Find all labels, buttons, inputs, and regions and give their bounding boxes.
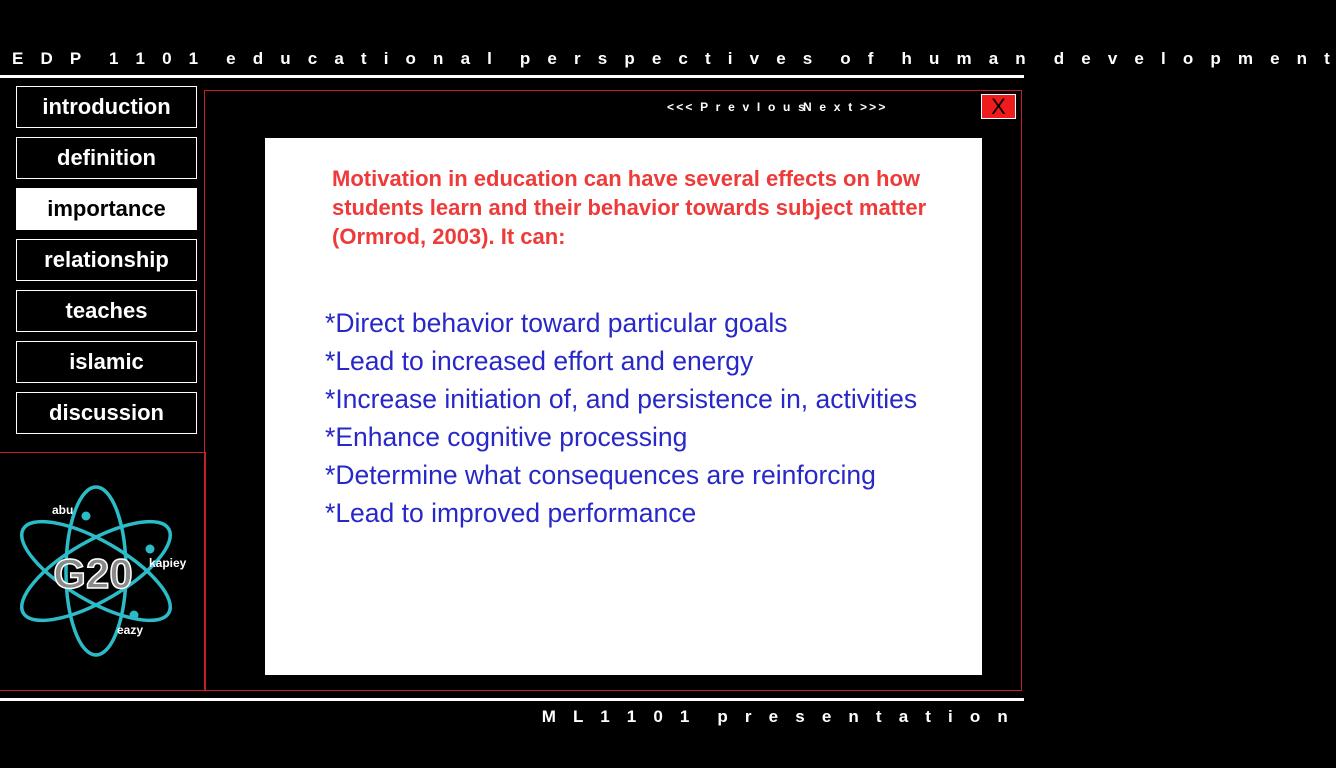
list-item: *Determine what consequences are reinforcing [325,460,876,490]
sidebar-item-islamic[interactable]: islamic [16,341,197,383]
list-item: *Increase initiation of, and persistence in, activities [325,384,918,414]
electron-dot-kapiey [146,545,155,554]
g20-atom-logo [0,453,206,692]
electron-dot-eazy [130,611,139,620]
slide-image [265,138,982,675]
member-label-eazy: eazy [117,623,144,637]
member-label-kapiey: kapiey [149,556,187,570]
list-item: *Lead to improved performance [325,498,697,528]
member-label-abu: abu [52,503,74,517]
sidebar-item-discussion[interactable]: discussion [16,392,197,434]
header-divider [0,75,1024,78]
sidebar-item-relationship[interactable]: relationship [16,239,197,281]
slide-effects-list [325,304,955,532]
sidebar-item-importance[interactable]: importance [16,188,197,230]
next-link[interactable]: N e x t >>> [803,100,888,114]
electron-dot-abu [82,512,91,521]
sidebar-item-introduction[interactable]: introduction [16,86,197,128]
footer-divider [0,698,1024,701]
close-button[interactable]: X [981,94,1016,119]
footer-title: M L 1 1 0 1 p r e s e n t a t i o n [541,707,1014,726]
logo-center-text: G20 [53,550,133,597]
list-item: *Direct behavior toward particular goals [325,308,788,338]
header-title: E D P 1 1 0 1 e d u c a t i o n a l p e r s p e c t i v e s o f h u m a n d e v e l o p m e n t [12,49,1336,68]
list-item: *Enhance cognitive processing [325,422,688,452]
list-item: *Lead to increased effort and energy [325,346,754,376]
previous-link[interactable]: <<< P r e v I o u s [667,100,807,114]
slide-intro-text: Motivation in education can have several effects on how students learn and their behavior towards subject matter (Ormrod, 2003). It can: [332,166,927,249]
logo-frame [0,452,206,691]
sidebar-item-teaches[interactable]: teaches [16,290,197,332]
sidebar-item-definition[interactable]: definition [16,137,197,179]
